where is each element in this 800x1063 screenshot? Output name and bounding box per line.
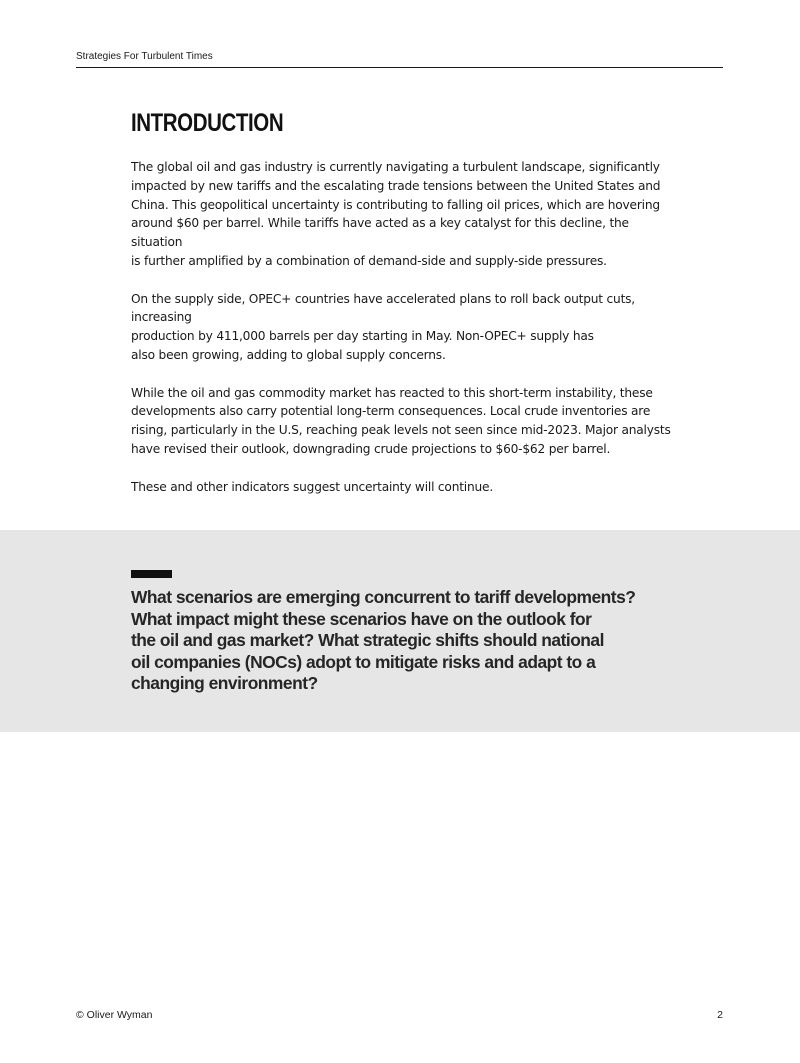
footer-copyright: © Oliver Wyman — [76, 1009, 153, 1021]
paragraph-4: These and other indicators suggest uncertainty will continue. — [131, 479, 494, 494]
page-header — [76, 50, 723, 68]
main-content — [131, 108, 676, 515]
callout-question-text: What scenarios are emerging concurrent to tariff developments? What impact might these scenarios have on the outlook for the oil and gas market? What strategic shifts should national oil companies (NOCs) adopt to mitigate risks and adapt to a changing environment? — [131, 587, 636, 694]
page-number: 2 — [717, 1009, 723, 1021]
paragraph-3: While the oil and gas commodity market has reacted to this short-term instability, these developments also carry potential long-term consequences. Local crude inventories are rising, particularly in the U.S, reaching peak levels not seen since mid-2023. Major analysts have revised their outlook, downgrading crude projections to $60-$62 per barrel. — [131, 385, 671, 456]
paragraph-1: The global oil and gas industry is currently navigating a turbulent landscape, significantly impacted by new tariffs and the escalating trade tensions between the United States and China. This geopolitical uncertainty is contributing to falling oil prices, which are hovering around $60 per barrel. While tariffs have acted as a key catalyst for this decline, the situation is further amplified by a combination of demand-side and supply-side pressures. — [131, 160, 661, 268]
callout-box — [0, 530, 800, 732]
paragraph-2: On the supply side, OPEC+ countries have accelerated plans to roll back output cuts, increasing production by 411,000 barrels per day starting in May. Non-OPEC+ supply has also been growing, adding to global supply concerns. — [131, 291, 635, 362]
running-header-title: Strategies For Turbulent Times — [76, 51, 213, 62]
section-heading: INTRODUCTION — [131, 109, 284, 137]
callout-accent-bar — [131, 570, 172, 578]
